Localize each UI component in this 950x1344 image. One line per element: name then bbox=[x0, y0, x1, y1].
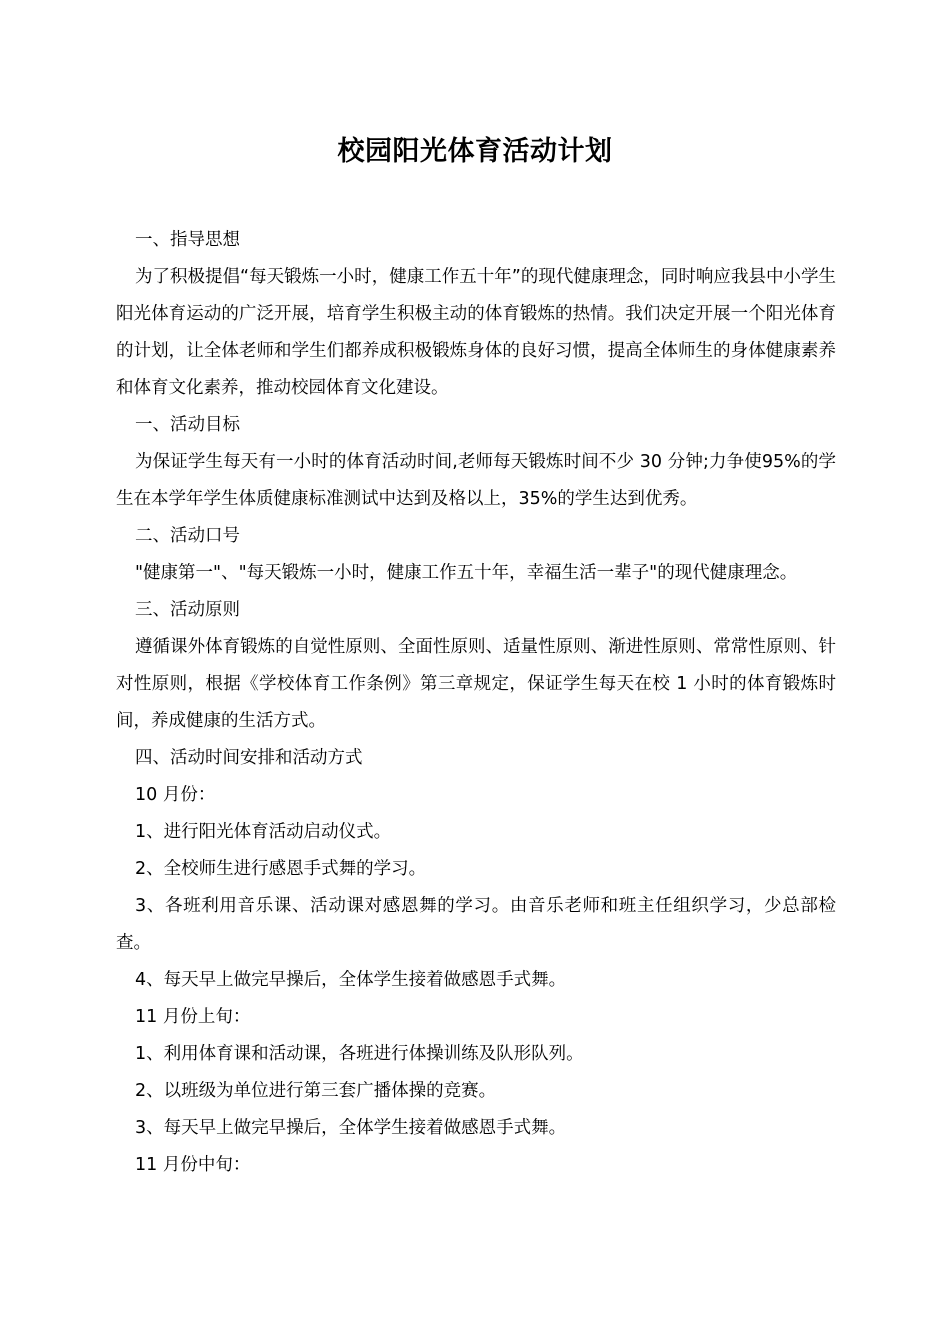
document-body bbox=[116, 222, 836, 1184]
section-heading-schedule: 四、活动时间安排和活动方式 bbox=[135, 748, 363, 768]
paragraph-activity-slogan: "健康第一"、"每天锻炼一小时，健康工作五十年，幸福生活一辈子"的现代健康理念。 bbox=[135, 563, 798, 583]
list-item: 3、每天早上做完早操后，全体学生接着做感恩手式舞。 bbox=[135, 1118, 567, 1138]
paragraph-activity-principle: 遵循课外体育锻炼的自觉性原则、全面性原则、适量性原则、渐进性原则、常常性原则、针对性原则，根据《学校体育工作条例》第三章规定，保证学生每天在校 1 小时的体育锻炼时间，养成健康的生活方式。 bbox=[116, 637, 836, 731]
month-heading-november-mid: 11 月份中旬： bbox=[135, 1155, 251, 1175]
paragraph-guiding-thought: 为了积极提倡“每天锻炼一小时，健康工作五十年”的现代健康理念，同时响应我县中小学生阳光体育运动的广泛开展，培育学生积极主动的体育锻炼的热情。我们决定开展一个阳光体育的计划，让全体老师和学生们都养成积极锻炼身体的良好习惯，提高全体师生的身体健康素养和体育文化素养，推动校园体育文化建设。 bbox=[116, 267, 836, 398]
section-heading-activity-slogan: 二、活动口号 bbox=[135, 526, 240, 546]
list-item: 1、进行阳光体育活动启动仪式。 bbox=[135, 822, 392, 842]
section-heading-activity-goal: 一、活动目标 bbox=[135, 415, 240, 435]
paragraph-activity-goal: 为保证学生每天有一小时的体育活动时间,老师每天锻炼时间不少 30 分钟;力争使95%的学生在本学年学生体质健康标准测试中达到及格以上，35%的学生达到优秀。 bbox=[116, 452, 836, 509]
list-item: 2、以班级为单位进行第三套广播体操的竞赛。 bbox=[135, 1081, 497, 1101]
list-item: 3、各班利用音乐课、活动课对感恩舞的学习。由音乐老师和班主任组织学习，少总部检查。 bbox=[116, 896, 836, 953]
section-heading-guiding-thought: 一、指导思想 bbox=[135, 230, 240, 250]
list-item: 2、全校师生进行感恩手式舞的学习。 bbox=[135, 859, 427, 879]
document-title: 校园阳光体育活动计划 bbox=[337, 136, 613, 167]
section-heading-activity-principle: 三、活动原则 bbox=[135, 600, 240, 620]
month-heading-october: 10 月份： bbox=[135, 785, 216, 805]
list-item: 4、每天早上做完早操后，全体学生接着做感恩手式舞。 bbox=[135, 970, 567, 990]
month-heading-november-early: 11 月份上旬： bbox=[135, 1007, 251, 1027]
list-item: 1、利用体育课和活动课，各班进行体操训练及队形队列。 bbox=[135, 1044, 584, 1064]
